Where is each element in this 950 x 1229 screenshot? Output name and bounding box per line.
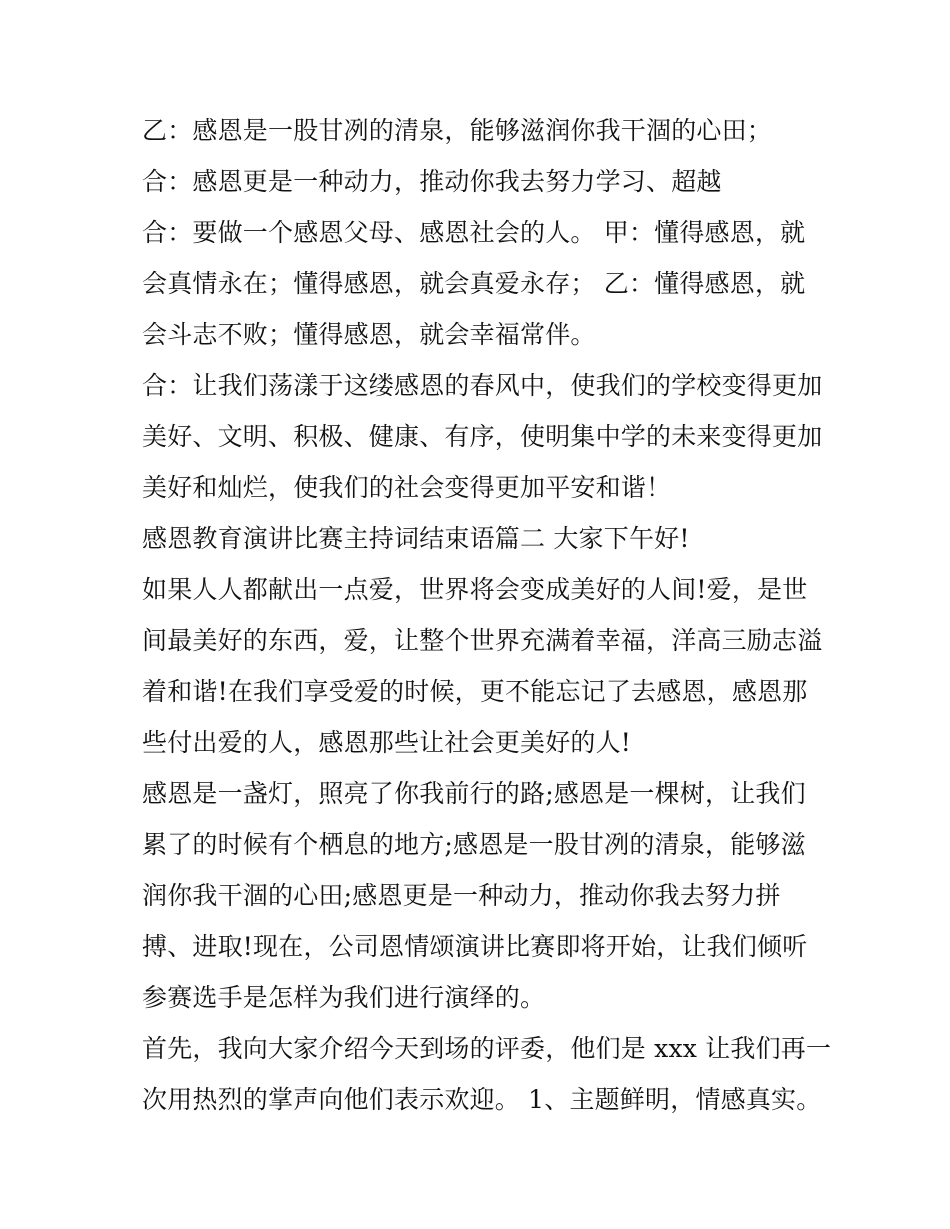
text-line: 搏、进取!现在，公司恩情颂演讲比赛即将开始，让我们倾听	[142, 932, 808, 961]
text-line: 间最美好的东西，爱，让整个世界充满着幸福，洋高三励志溢	[142, 626, 823, 655]
text-line: 累了的时候有个栖息的地方;感恩是一股甘冽的清泉，能够滋	[142, 830, 806, 859]
document-body	[142, 105, 832, 1125]
section-heading: 感恩教育演讲比赛主持词结束语篇二 大家下午好!	[142, 524, 690, 553]
text-line: 乙：感恩是一股甘冽的清泉，能够滋润你我干涸的心田；	[142, 116, 773, 145]
text-line: 合：感恩更是一种动力，推动你我去努力学习、超越	[142, 167, 722, 196]
text-line: 着和谐!在我们享受爱的时候，更不能忘记了去感恩，感恩那	[142, 677, 808, 706]
text-line: 合：要做一个感恩父母、感恩社会的人。 甲：懂得感恩，就	[142, 218, 806, 247]
text-line: 合：让我们荡漾于这缕感恩的春风中，使我们的学校变得更加	[142, 371, 823, 400]
text-line: 感恩是一盏灯，照亮了你我前行的路;感恩是一棵树，让我们	[142, 779, 806, 808]
text-line: 美好、文明、积极、健康、有序，使明集中学的未来变得更加	[142, 422, 823, 451]
text-line: 如果人人都献出一点爱，世界将会变成美好的人间!爱，是世	[142, 575, 808, 604]
text-line: 会真情永在；懂得感恩，就会真爱永存； 乙：懂得感恩，就	[142, 269, 806, 298]
text-line: 润你我干涸的心田;感恩更是一种动力，推动你我去努力拼	[142, 881, 781, 910]
text-line: 美好和灿烂，使我们的社会变得更加平安和谐！	[142, 473, 672, 502]
text-line: 次用热烈的掌声向他们表示欢迎。 1、主题鲜明，情感真实。	[142, 1085, 822, 1114]
text-line: 参赛选手是怎样为我们进行演绎的。	[142, 983, 546, 1012]
text-line: 首先，我向大家介绍今天到场的评委，他们是 xxx 让我们再一	[142, 1034, 832, 1063]
text-line: 会斗志不败；懂得感恩，就会幸福常伴。	[142, 320, 596, 349]
text-line: 些付出爱的人，感恩那些让社会更美好的人!	[142, 728, 632, 757]
